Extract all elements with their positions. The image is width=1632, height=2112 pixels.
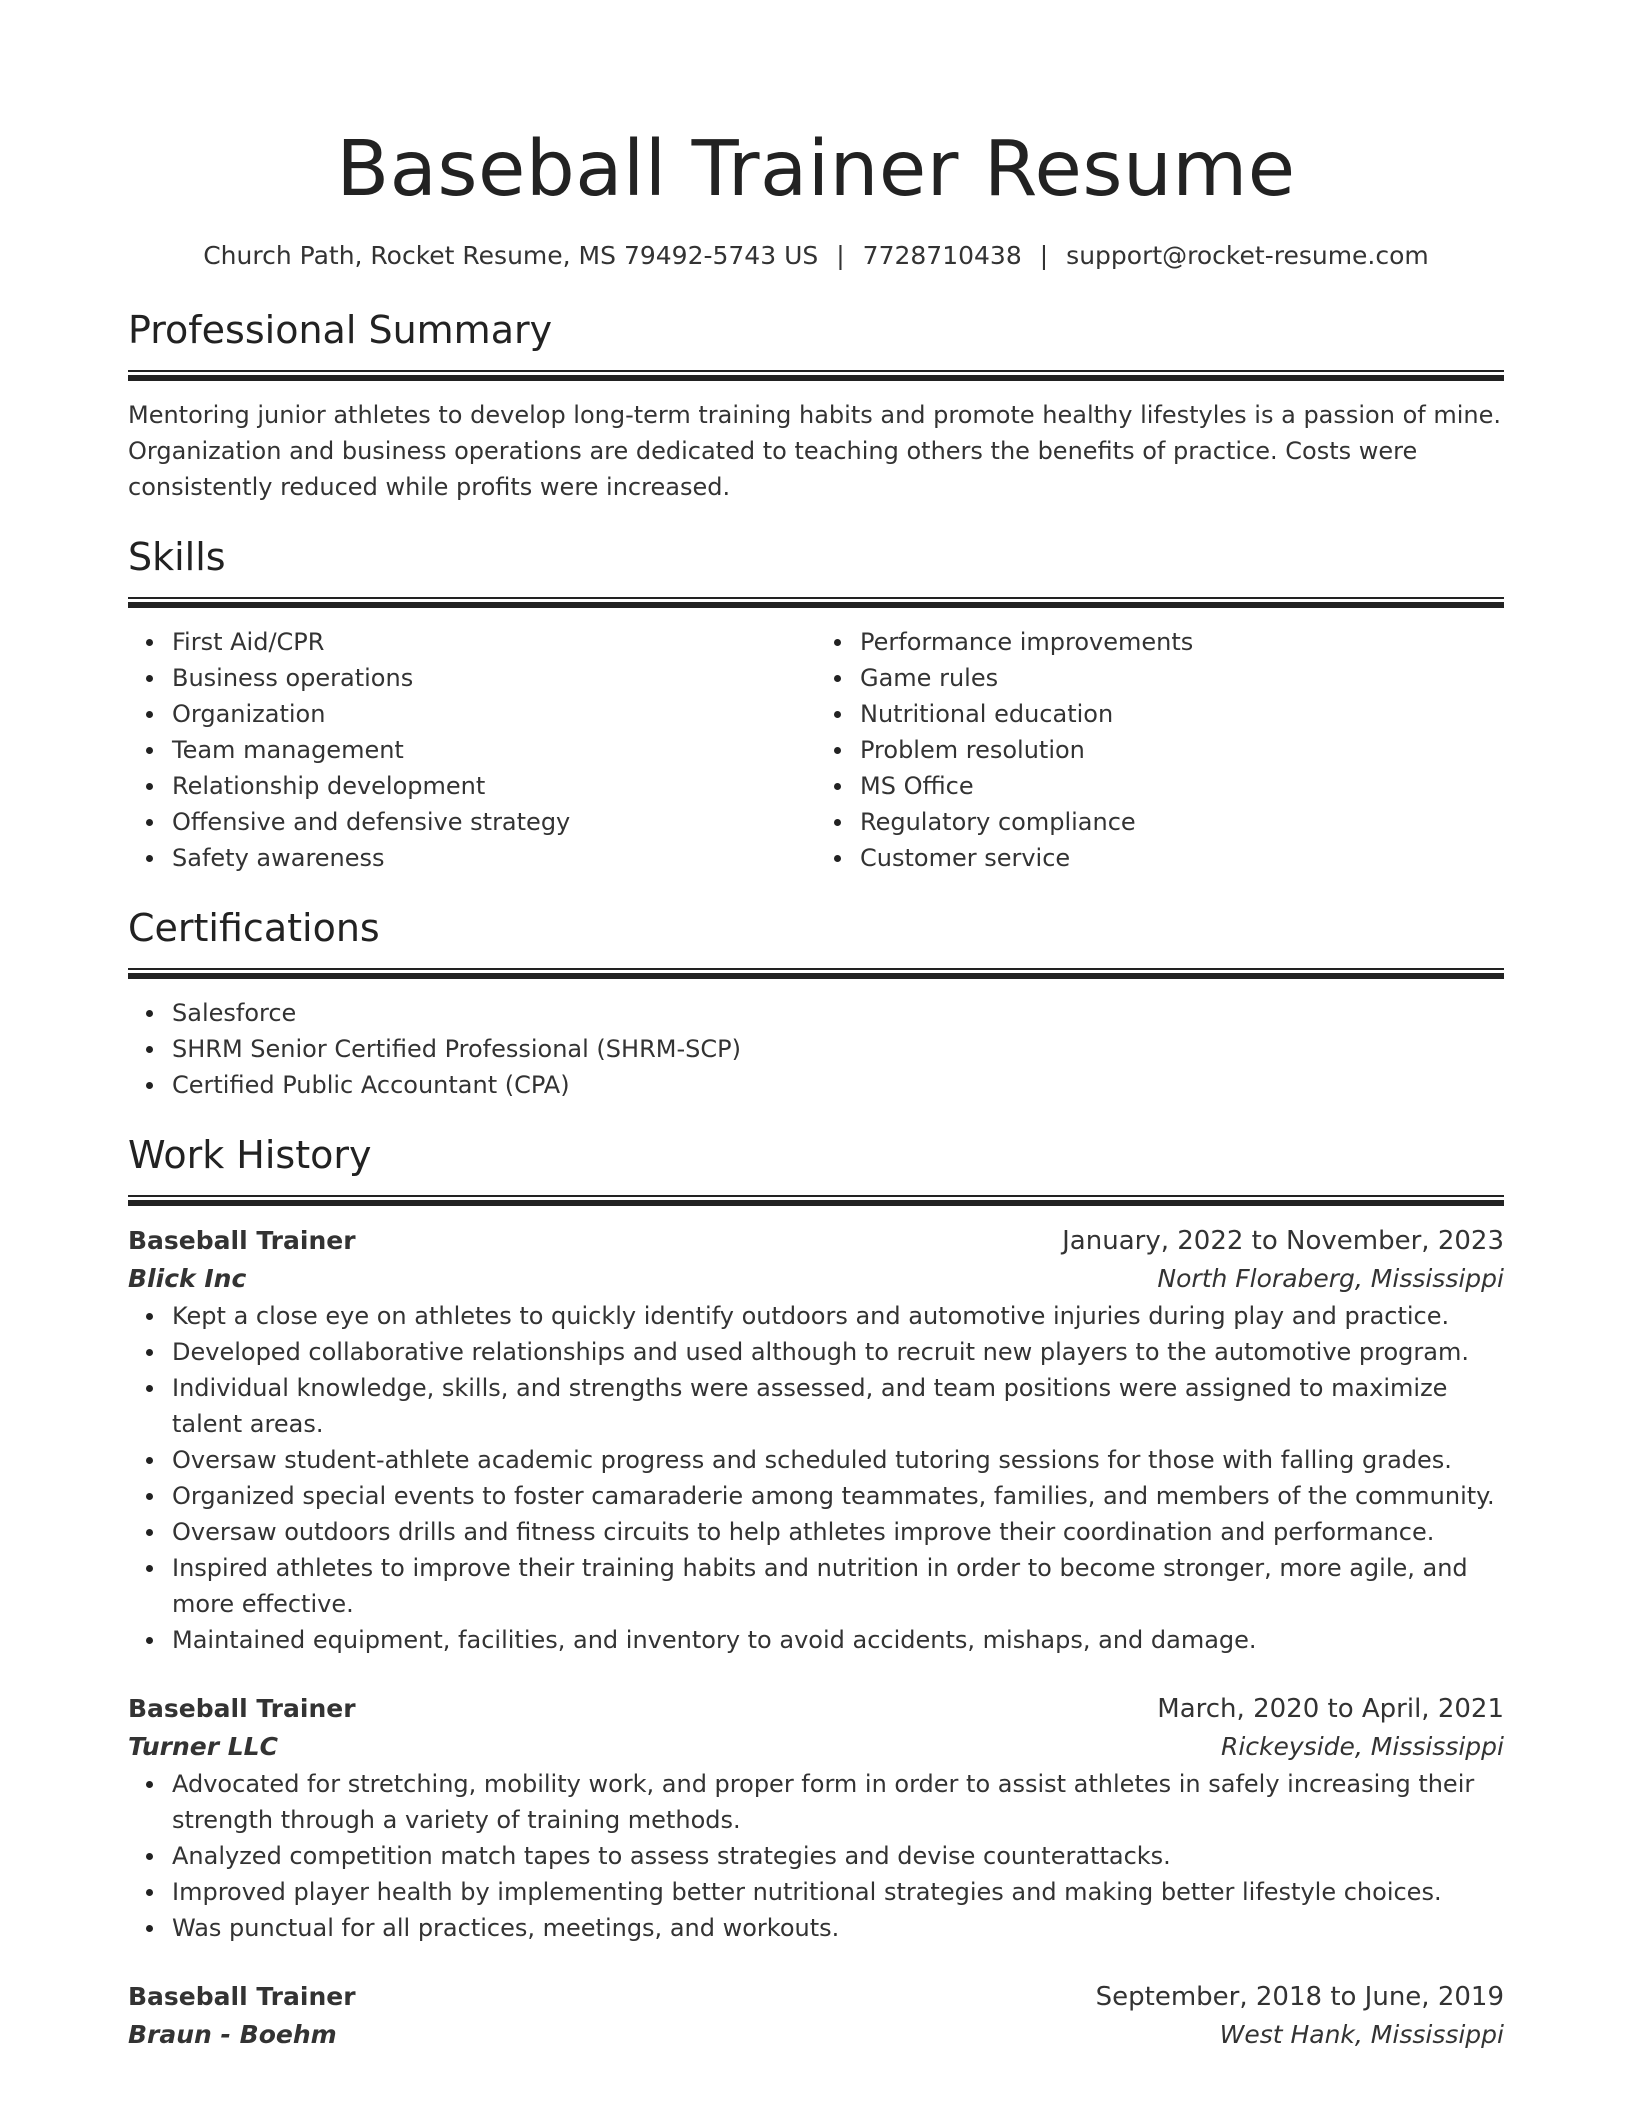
contact-separator: | [1039,241,1049,270]
summary-heading: Professional Summary [128,308,553,352]
skills-grid [128,624,1504,876]
job-title: Baseball Trainer [128,1226,356,1255]
job-header-row [128,1690,1504,1728]
job-title: Baseball Trainer [128,1694,356,1723]
job-company-row [128,1728,1504,1766]
skill-item: Customer service [860,840,1504,876]
section-divider [128,1195,1504,1206]
certification-item: Certified Public Accountant (CPA) [172,1067,1504,1103]
job-duty: Developed collaborative relationships and used although to recruit new players to the automotive program. [172,1334,1504,1370]
job-header-row [128,1978,1504,2016]
contact-line [128,238,1504,274]
skill-item: Business operations [172,660,816,696]
section-divider [128,597,1504,608]
job-header-row [128,1222,1504,1260]
job-location: North Floraberg, Mississippi [1157,1264,1504,1293]
job-duty: Was punctual for all practices, meetings, and workouts. [172,1910,1504,1946]
skill-item: Relationship development [172,768,816,804]
job-duty: Maintained equipment, facilities, and inventory to avoid accidents, mishaps, and damage. [172,1622,1504,1658]
skill-item: Offensive and defensive strategy [172,804,816,840]
work-heading: Work History [128,1133,372,1177]
skills-list-left [128,624,816,876]
job-location: West Hank, Mississippi [1219,2020,1504,2049]
skills-list-right [816,624,1504,876]
skill-item: Nutritional education [860,696,1504,732]
job-entry [128,1978,1504,2054]
resume-title: Baseball Trainer Resume [336,125,1296,214]
contact-phone: 7728710438 [862,241,1022,270]
job-company-row [128,1260,1504,1298]
job-entry [128,1690,1504,1946]
skill-item: Performance improvements [860,624,1504,660]
certification-item: Salesforce [172,995,1504,1031]
skills-section [128,531,1504,876]
contact-email: support@rocket-resume.com [1066,241,1429,270]
job-entry [128,1222,1504,1658]
certifications-heading: Certifications [128,906,380,950]
job-dates: September, 2018 to June, 2019 [1095,1982,1504,2012]
job-company: Blick Inc [128,1264,247,1293]
skill-item: First Aid/CPR [172,624,816,660]
summary-section [128,304,1504,505]
job-company: Turner LLC [128,1732,278,1761]
section-divider [128,370,1504,381]
job-duty: Analyzed competition match tapes to assess strategies and devise counterattacks. [172,1838,1504,1874]
job-duty: Improved player health by implementing better nutritional strategies and making better lifestyle choices. [172,1874,1504,1910]
job-company-row [128,2016,1504,2054]
skill-item: Organization [172,696,816,732]
job-duty: Oversaw outdoors drills and fitness circuits to help athletes improve their coordination and performance. [172,1514,1504,1550]
skill-item: Team management [172,732,816,768]
job-duty: Advocated for stretching, mobility work, and proper form in order to assist athletes in safely increasing their strength through a variety of training methods. [172,1766,1504,1838]
job-duty: Kept a close eye on athletes to quickly identify outdoors and automotive injuries during play and practice. [172,1298,1504,1334]
section-divider [128,968,1504,979]
job-duty: Oversaw student-athlete academic progress and scheduled tutoring sessions for those with falling grades. [172,1442,1504,1478]
skill-item: Safety awareness [172,840,816,876]
certifications-section [128,902,1504,1103]
contact-separator: | [836,241,845,270]
job-dates: January, 2022 to November, 2023 [1062,1226,1504,1256]
certifications-list [128,995,1504,1103]
job-company: Braun - Boehm [128,2020,337,2049]
skill-item: Problem resolution [860,732,1504,768]
contact-address: Church Path, Rocket Resume, MS 79492-5743 US [203,241,819,270]
skill-item: Regulatory compliance [860,804,1504,840]
job-duty: Inspired athletes to improve their training habits and nutrition in order to become stronger, more agile, and more effective. [172,1550,1504,1622]
summary-text: Mentoring junior athletes to develop long-term training habits and promote healthy lifestyles is a passion of mine. Organization and business operations are dedicated to teaching others the benefits of practice. Costs were consistently reduced while profits were increased. [128,401,1501,501]
job-location: Rickeyside, Mississippi [1220,1732,1504,1761]
job-dates: March, 2020 to April, 2021 [1157,1694,1504,1724]
job-title: Baseball Trainer [128,1982,356,2011]
skills-heading: Skills [128,535,226,579]
job-duties-list [128,1298,1504,1658]
job-duty: Individual knowledge, skills, and strengths were assessed, and team positions were assigned to maximize talent areas. [172,1370,1504,1442]
skill-item: MS Office [860,768,1504,804]
work-section [128,1129,1504,2054]
job-duty: Organized special events to foster camaraderie among teammates, families, and members of the community. [172,1478,1504,1514]
job-duties-list [128,1766,1504,1946]
skill-item: Game rules [860,660,1504,696]
certification-item: SHRM Senior Certified Professional (SHRM-SCP) [172,1031,1504,1067]
